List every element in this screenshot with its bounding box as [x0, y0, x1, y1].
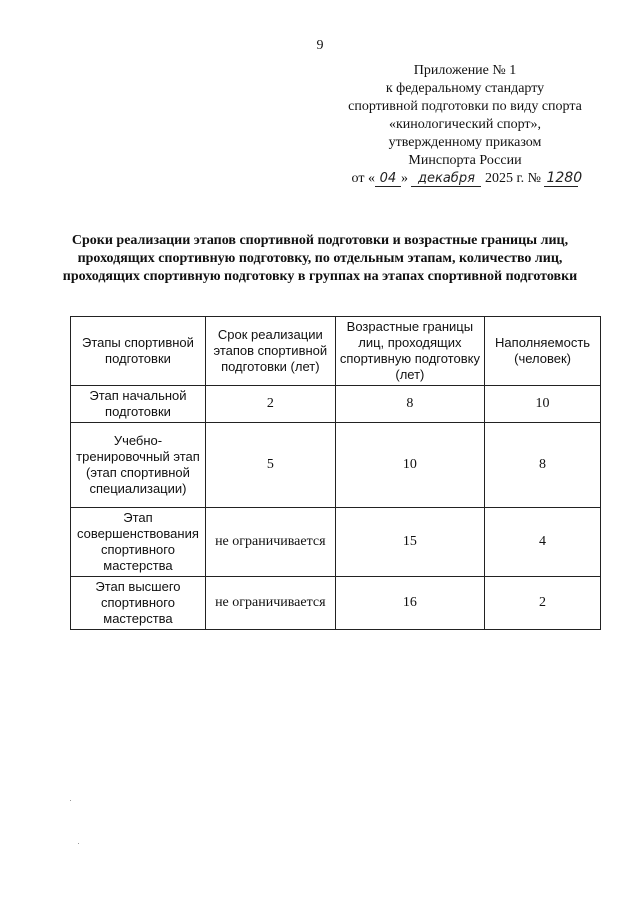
- table-header-row: [71, 317, 601, 386]
- size-cell: 2: [485, 577, 601, 630]
- header-age: Возрастные границы лиц, проходящих спортивную подготовку (лет): [335, 317, 484, 386]
- handwritten-day: 04: [375, 171, 401, 187]
- appendix-line-1: Приложение № 1: [413, 63, 517, 78]
- appendix-line-2: к федеральному стандарту: [385, 81, 545, 96]
- header-duration: Срок реализации этапов спортивной подготовки (лет): [205, 317, 335, 386]
- table-row: [71, 508, 601, 577]
- appendix-line-6: Минспорта России: [408, 153, 522, 168]
- header-size: Наполняемость (человек): [485, 317, 601, 386]
- table-row: [71, 423, 601, 508]
- handwritten-order-number: 1280: [546, 170, 583, 186]
- page-number: 9: [316, 38, 324, 53]
- stages-table: [70, 316, 601, 630]
- appendix-block: [340, 62, 590, 188]
- document-title: Сроки реализации этапов спортивной подготовки и возрастные границы лиц, проходящих спортивную подготовку, по отдельным этапам, количество лиц, проходящих спортивную подготовку в группах на этапах спортивной подготовки: [62, 233, 578, 284]
- table-row: [71, 386, 601, 423]
- date-year: 2025 г. №: [484, 171, 541, 186]
- size-cell: 8: [485, 423, 601, 508]
- header-stage: Этапы спортивной подготовки: [71, 317, 206, 386]
- duration-cell: 2: [205, 386, 335, 423]
- age-cell: 8: [335, 386, 484, 423]
- order-date-line: [340, 170, 590, 188]
- stage-cell: Этап совершенствования спортивного мастерства: [71, 508, 206, 577]
- age-cell: 10: [335, 423, 484, 508]
- appendix-line-4: «кинологический спорт»,: [388, 117, 542, 132]
- age-cell: 16: [335, 577, 484, 630]
- date-mid: »: [400, 171, 408, 186]
- handwritten-month: декабря: [411, 171, 481, 187]
- stage-cell: Этап высшего спортивного мастерства: [71, 577, 206, 630]
- stage-cell: Этап начальной подготовки: [71, 386, 206, 423]
- appendix-line-3: спортивной подготовки по виду спорта: [348, 99, 582, 114]
- size-cell: 10: [485, 386, 601, 423]
- duration-cell: не ограничивается: [205, 577, 335, 630]
- appendix-line-5: утвержденному приказом: [388, 135, 542, 150]
- table-row: [71, 577, 601, 630]
- size-cell: 4: [485, 508, 601, 577]
- duration-cell: 5: [205, 423, 335, 508]
- duration-cell: не ограничивается: [205, 508, 335, 577]
- stage-cell: Учебно-тренировочный этап (этап спортивной специализации): [71, 423, 206, 508]
- scan-speck: [70, 800, 71, 801]
- age-cell: 15: [335, 508, 484, 577]
- date-prefix: от «: [351, 171, 375, 186]
- scan-speck: [78, 843, 79, 844]
